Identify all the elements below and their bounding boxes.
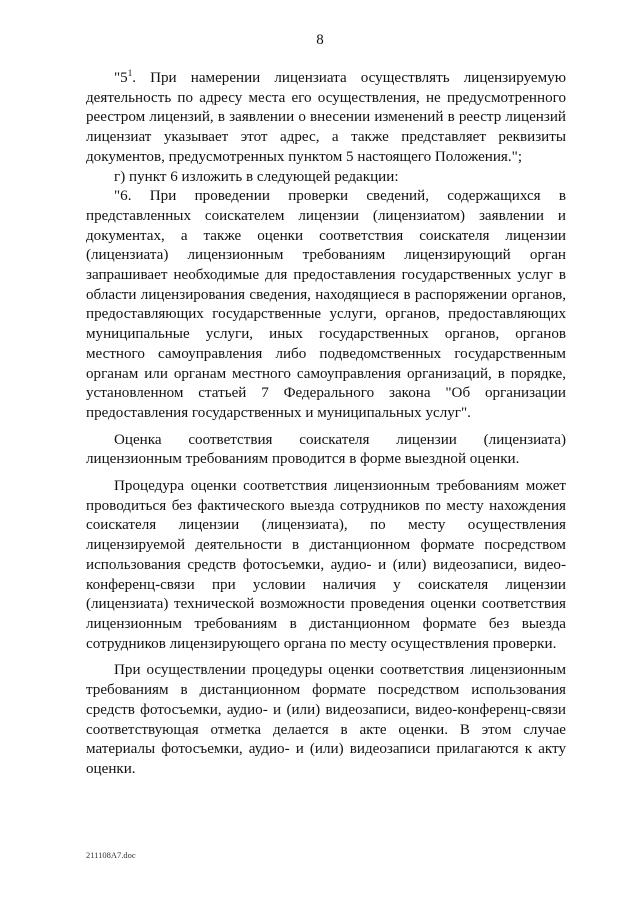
document-footer-filename: 211108A7.doc: [86, 850, 136, 860]
page-number: 8: [316, 32, 324, 48]
paragraph-remote-record: При осуществлении процедуры оценки соответствия лицензионным требованиям в дистанционном формате посредством использования средств фотосъемки, аудио- и (или) видеозаписи, видео-конференц-связи соответствующая отметка делается в акте оценки. В этом случае материалы фотосъемки, аудио- и (или) видеозаписи прилагаются к акту оценки.: [86, 662, 566, 777]
paragraph-amendment-g: г) пункт 6 изложить в следующей редакции:: [114, 168, 399, 185]
paragraph-5-1-text: . При намерении лицензиата осуществлять лицензируемую деятельность по адресу места его осуществления, не предусмотренного реестром лицензий, в заявлении о внесении изменений в реестр лицензий лицензиат указывает этот адрес, а также представляет реквизиты документов, предусмотренных пунктом 5 настоящего Положения.";: [86, 70, 566, 165]
paragraph-assessment-form: Оценка соответствия соискателя лицензии (лицензиата) лицензионным требованиям проводится в форме выездной оценки.: [86, 431, 566, 468]
document-body: [86, 69, 566, 780]
paragraph-5-1-superscript: 1: [127, 68, 133, 78]
paragraph-6: "6. При проведении проверки сведений, содержащихся в представленных соискателем лицензии (лицензиатом) заявлении и документах, а также оценки соответствия соискателя лицензии (лицензиата) лицензионным требованиям лицензирующий орган запрашивает необходимые для предоставления государственных услуг в области лицензирования сведения, находящиеся в распоряжении органов, предоставляющих государственные услуги, органов, предоставляющих муниципальные услуги, иных государственных органов, органов местного самоуправления либо подведомственных государственным органам или органам местного самоуправления организаций, в порядке, установленном статьей 7 Федерального закона "Об организации предоставления государственных и муниципальных услуг".: [86, 188, 566, 421]
paragraph-5-1-prefix: "5: [114, 70, 128, 86]
paragraph-5-1: [86, 69, 566, 168]
paragraph-remote-procedure: Процедура оценки соответствия лицензионным требованиям может проводиться без фактического выезда сотрудников по месту нахождения соискателя лицензии (лицензиата), по месту осуществления лицензируемой деятельности в дистанционном формате посредством использования средств фотосъемки, аудио- и (или) видеозаписи, видео-конференц-связи при условии наличия у соискателя лицензии (лицензиата) технической возможности проведения оценки соответствия лицензионным требованиям в дистанционном формате без выезда сотрудников лицензирующего органа по месту осуществления проверки.: [86, 478, 566, 652]
